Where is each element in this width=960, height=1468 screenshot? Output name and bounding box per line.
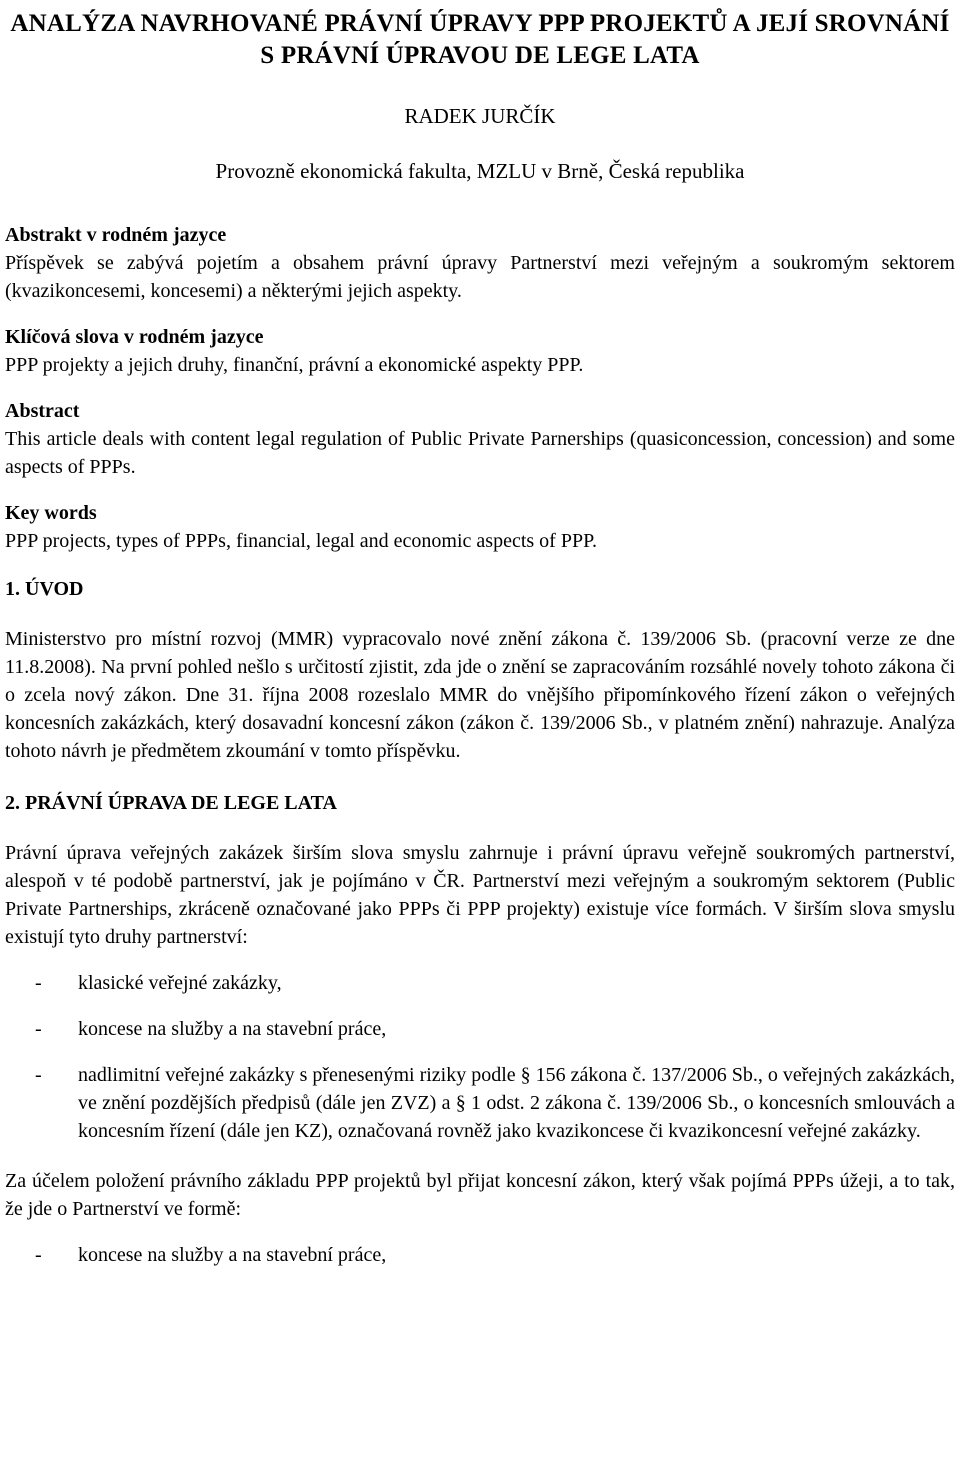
keywords-cz-heading: Klíčová slova v rodném jazyce: [5, 326, 264, 348]
abstract-en-block: [5, 397, 955, 481]
list-dash: -: [35, 1018, 42, 1040]
abstract-cz-block: [5, 221, 955, 305]
abstract-cz-text: Příspěvek se zabývá pojetím a obsahem právní úpravy Partnerství mezi veřejným a soukromým sektorem (kvazikoncesemi, koncesemi) a některými jejich aspekty.: [5, 252, 955, 302]
list-item-text: koncese na služby a na stavební práce,: [78, 1018, 387, 1040]
document-page: [0, 8, 960, 1468]
keywords-en-text: PPP projects, types of PPPs, financial, legal and economic aspects of PPP.: [5, 530, 597, 552]
list-dash: -: [35, 1244, 42, 1266]
keywords-cz-block: [5, 323, 955, 379]
section-1-heading: 1. ÚVOD: [5, 578, 84, 600]
keywords-en-block: [5, 499, 955, 555]
paper-title: ANALÝZA NAVRHOVANÉ PRÁVNÍ ÚPRAVY PPP PROJEKTŮ A JEJÍ SROVNÁNÍ S PRÁVNÍ ÚPRAVOU DE LEGE LATA: [10, 10, 950, 69]
concession-forms-list: [5, 1241, 955, 1269]
list-item-text: koncese na služby a na stavební práce,: [78, 1244, 387, 1266]
partnership-types-list: [5, 969, 955, 1145]
abstract-en-heading: Abstract: [5, 400, 80, 422]
list-dash: -: [35, 972, 42, 994]
section-2-heading: 2. PRÁVNÍ ÚPRAVA DE LEGE LATA: [5, 792, 337, 814]
abstract-cz-heading: Abstrakt v rodném jazyce: [5, 224, 227, 246]
author-affiliation: Provozně ekonomická fakulta, MZLU v Brně, Česká republika: [215, 159, 745, 183]
author-name: RADEK JURČÍK: [404, 104, 556, 128]
list-item-text: klasické veřejné zakázky,: [78, 972, 282, 994]
list-item: [5, 1241, 955, 1269]
section-2-paragraph-2: Za účelem položení právního základu PPP projektů byl přijat koncesní zákon, který však pojímá PPPs úžeji, a to tak, že jde o Partnerství ve formě:: [5, 1170, 955, 1220]
section-2-paragraph-1: Právní úprava veřejných zakázek širším slova smyslu zahrnuje i právní úpravu veřejně soukromých partnerství, alespoň v té podobě partnerství, jak je pojímáno v ČR. Partnerství mezi veřejným a soukromým sektorem (Public Private Partnerships, zkráceně označované jako PPPs či PPP projekty) existuje více formách. V širším slova smyslu existují tyto druhy partnerství:: [5, 842, 955, 948]
keywords-cz-text: PPP projekty a jejich druhy, finanční, právní a ekonomické aspekty PPP.: [5, 354, 584, 376]
list-dash: -: [35, 1064, 42, 1086]
list-item: [5, 1061, 955, 1145]
section-1-paragraph: Ministerstvo pro místní rozvoj (MMR) vypracovalo nové znění zákona č. 139/2006 Sb. (pracovní verze ze dne 11.8.2008). Na první pohled nešlo s určitostí zjistit, zda jde o znění se zapracováním rozsáhlé novely tohoto zákona či o zcela nový zákon. Dne 31. října 2008 rozeslalo MMR do vnějšího připomínkového řízení zákon o veřejných koncesních zakázkách, který dosavadní koncesní zákon (zákon č. 139/2006 Sb., v platném znění) nahrazuje. Analýza tohoto návrh je předmětem zkoumání v tomto příspěvku.: [5, 628, 955, 762]
list-item: [5, 1015, 955, 1043]
list-item-text: nadlimitní veřejné zakázky s přenesenými riziky podle § 156 zákona č. 137/2006 Sb., o veřejných zakázkách, ve znění pozdějších předpisů (dále jen ZVZ) a § 1 odst. 2 zákona č. 139/2006 Sb., o koncesních smlouvách a koncesním řízení (dále jen KZ), označovaná rovněž jako kvazikoncese či kvazikoncesní veřejné zakázky.: [78, 1064, 955, 1142]
keywords-en-heading: Key words: [5, 502, 97, 524]
list-item: [5, 969, 955, 997]
abstract-en-text: This article deals with content legal regulation of Public Private Parnerships (quasiconcession, concession) and some aspects of PPPs.: [5, 428, 955, 478]
